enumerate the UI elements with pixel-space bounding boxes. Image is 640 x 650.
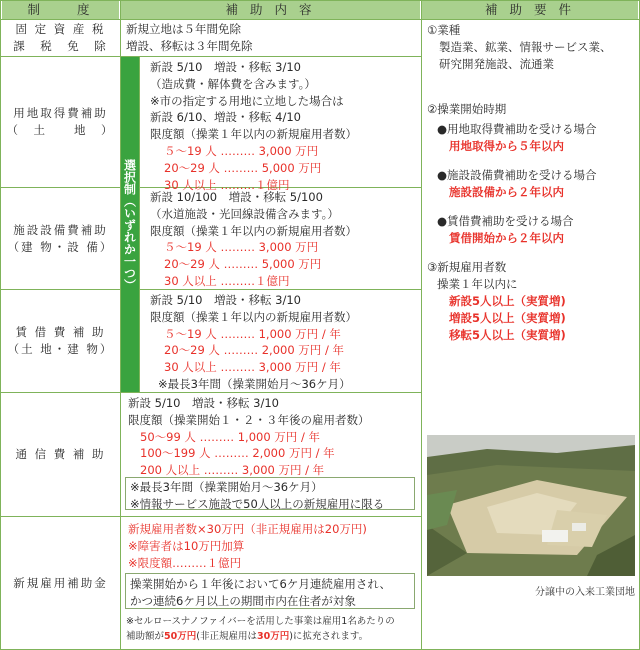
limit-line: 200 人以上 ……… 3,000 万円 / 年: [140, 463, 325, 478]
content-line: 新設 5/10 増設・移転 3/10: [150, 60, 301, 74]
footnote-amount: 50万円: [164, 631, 197, 642]
req-heading-employment: ③新規雇用者数: [427, 260, 507, 274]
row-label-new-employment: [1, 517, 120, 649]
content-line: （造成費・解体費を含みます。）: [150, 76, 316, 91]
content-line: 増設、移転は３年間免除: [126, 38, 253, 53]
req-heading-start-time: ②操業開始時期: [427, 102, 507, 116]
limit-line: ５～19 人 ……… 3,000 万円: [164, 143, 319, 158]
req-heading-industry: ①業種: [427, 23, 461, 37]
req-deadline: 賃借開始から２年以内: [449, 231, 564, 245]
requirements-content: [427, 22, 637, 344]
label-line: （ 土 地 ）: [6, 123, 115, 137]
content-line: 新規立地は５年間免除: [126, 22, 241, 36]
limit-line: 100～199 人 ……… 2,000 万円 / 年: [140, 446, 335, 461]
limit-line: 50～99 人 ……… 1,000 万円 / 年: [140, 429, 320, 444]
label-line: （建 物・設 備）: [7, 239, 114, 254]
header-content: 補 助 内 容: [121, 1, 420, 19]
photo-caption: 分譲中の入来工業団地: [535, 587, 635, 598]
label-line: 新規雇用補助金: [13, 575, 108, 590]
facility-content: [150, 189, 420, 290]
row-label-land-acquisition: [1, 57, 120, 187]
limit-line: ５～19 人 ……… 1,000 万円 / 年: [164, 326, 341, 341]
fixed-asset-tax-content: [126, 21, 418, 55]
label-line: 固 定 資 産 税: [15, 22, 106, 36]
content-line: 新設 10/100 増設・移転 5/100: [150, 190, 323, 204]
limit-line: 20～29 人 ……… 5,000 万円: [164, 257, 322, 272]
industrial-park-aerial-photo: [427, 435, 635, 576]
content-line: （水道施設・光回線設備含みます。）: [150, 206, 339, 221]
limit-line: 30 人以上 ……… 3,000 万円 / 年: [164, 360, 341, 375]
note-line: ※最長3年間（操業開始月～36ケ月）: [158, 376, 351, 391]
label-line: 通 信 費 補 助: [15, 447, 106, 461]
row-label-rent: [1, 290, 120, 392]
land-acquisition-content: [150, 59, 420, 193]
row-label-facility: [1, 188, 120, 289]
footnote-amount: 30万円: [256, 631, 290, 642]
condition-line: 操業開始から１年後において6ケ月連続雇用され、: [130, 577, 392, 591]
req-deadline: 施設設備から２年以内: [449, 185, 564, 199]
employment-condition-box: [125, 573, 415, 609]
content-line: 限度額（操業１年以内の新規雇用者数）: [150, 309, 357, 324]
row-label-fixed-asset-tax: [1, 20, 120, 56]
cnf-footnote: [126, 614, 420, 644]
note-line: ※最長3年間（操業開始月～36ケ月）: [130, 480, 323, 494]
employment-amount: 新規雇用者数×30万円（非正規雇用は20万円): [128, 522, 367, 536]
label-line: 賃 借 費 補 助: [15, 325, 106, 339]
content-line: 限度額（操業開始１・２・３年後の雇用者数）: [128, 412, 370, 427]
req-line: 研究開発施設、流通業: [439, 57, 554, 71]
req-line: ●賃借費補助を受ける場合: [437, 214, 574, 228]
content-line: 新設 6/10、増設・移転 4/10: [150, 110, 301, 125]
req-line: ●施設設備費補助を受ける場合: [437, 168, 597, 182]
selection-label: 選択制（いずれか一つ）: [121, 57, 139, 392]
content-line: 新設 5/10 増設・移転 3/10: [128, 396, 279, 410]
note-line: ※情報サービス施設で50人以上の新規雇用に限る: [130, 496, 385, 511]
header-requirements: 補 助 要 件: [422, 1, 638, 19]
limit-line: 20～29 人 ……… 2,000 万円 / 年: [164, 343, 344, 358]
communication-content: [128, 395, 418, 479]
employment-disabled-addition: ※障害者は10万円加算: [128, 538, 245, 553]
limit-line: 30 人以上 ………１億円: [164, 177, 290, 192]
req-employment: 新設5人以上（実質増): [449, 294, 566, 308]
limit-line: 20～29 人 ……… 5,000 万円: [164, 160, 322, 175]
req-employment: 増設5人以上（実質増): [449, 311, 566, 325]
req-line: ●用地取得費補助を受ける場合: [437, 122, 597, 136]
communication-note-box: [125, 477, 415, 510]
label-line: 用地取得費補助: [13, 106, 108, 120]
condition-line: かつ連続6ケ月以上の期間市内在住者が対象: [130, 593, 356, 608]
rent-content: [150, 292, 420, 393]
req-employment: 移転5人以上（実質増): [449, 328, 566, 342]
label-line: （土 地・建 物）: [7, 342, 114, 356]
new-employment-content: [128, 521, 418, 571]
content-line: ※市の指定する用地に立地した場合は: [150, 93, 344, 108]
content-line: 限度額（操業１年以内の新規雇用者数）: [150, 223, 357, 238]
label-line: 施設設備費補助: [13, 222, 108, 237]
footnote-line: 補助額が50万円(非正規雇用は30万円)に拡充されます。: [126, 631, 369, 642]
footnote-line: ※セルロースナノファイバーを活用した事業は雇用1名あたりの: [126, 616, 395, 627]
row-label-communication: [1, 393, 120, 516]
limit-line: 30 人以上 ………１億円: [164, 273, 290, 288]
employment-limit: ※限度額………１億円: [128, 555, 242, 570]
content-line: 新設 5/10 増設・移転 3/10: [150, 293, 301, 307]
label-line: 課 税 免 除: [13, 39, 108, 53]
content-line: 限度額（操業１年以内の新規雇用者数）: [150, 127, 357, 142]
limit-line: ５～19 人 ……… 3,000 万円: [164, 240, 319, 255]
req-line: 操業１年以内に: [437, 277, 518, 291]
req-line: 製造業、鉱業、情報サービス業、: [439, 40, 612, 54]
header-system: 制 度: [2, 1, 119, 19]
req-deadline: 用地取得から５年以内: [449, 139, 564, 153]
